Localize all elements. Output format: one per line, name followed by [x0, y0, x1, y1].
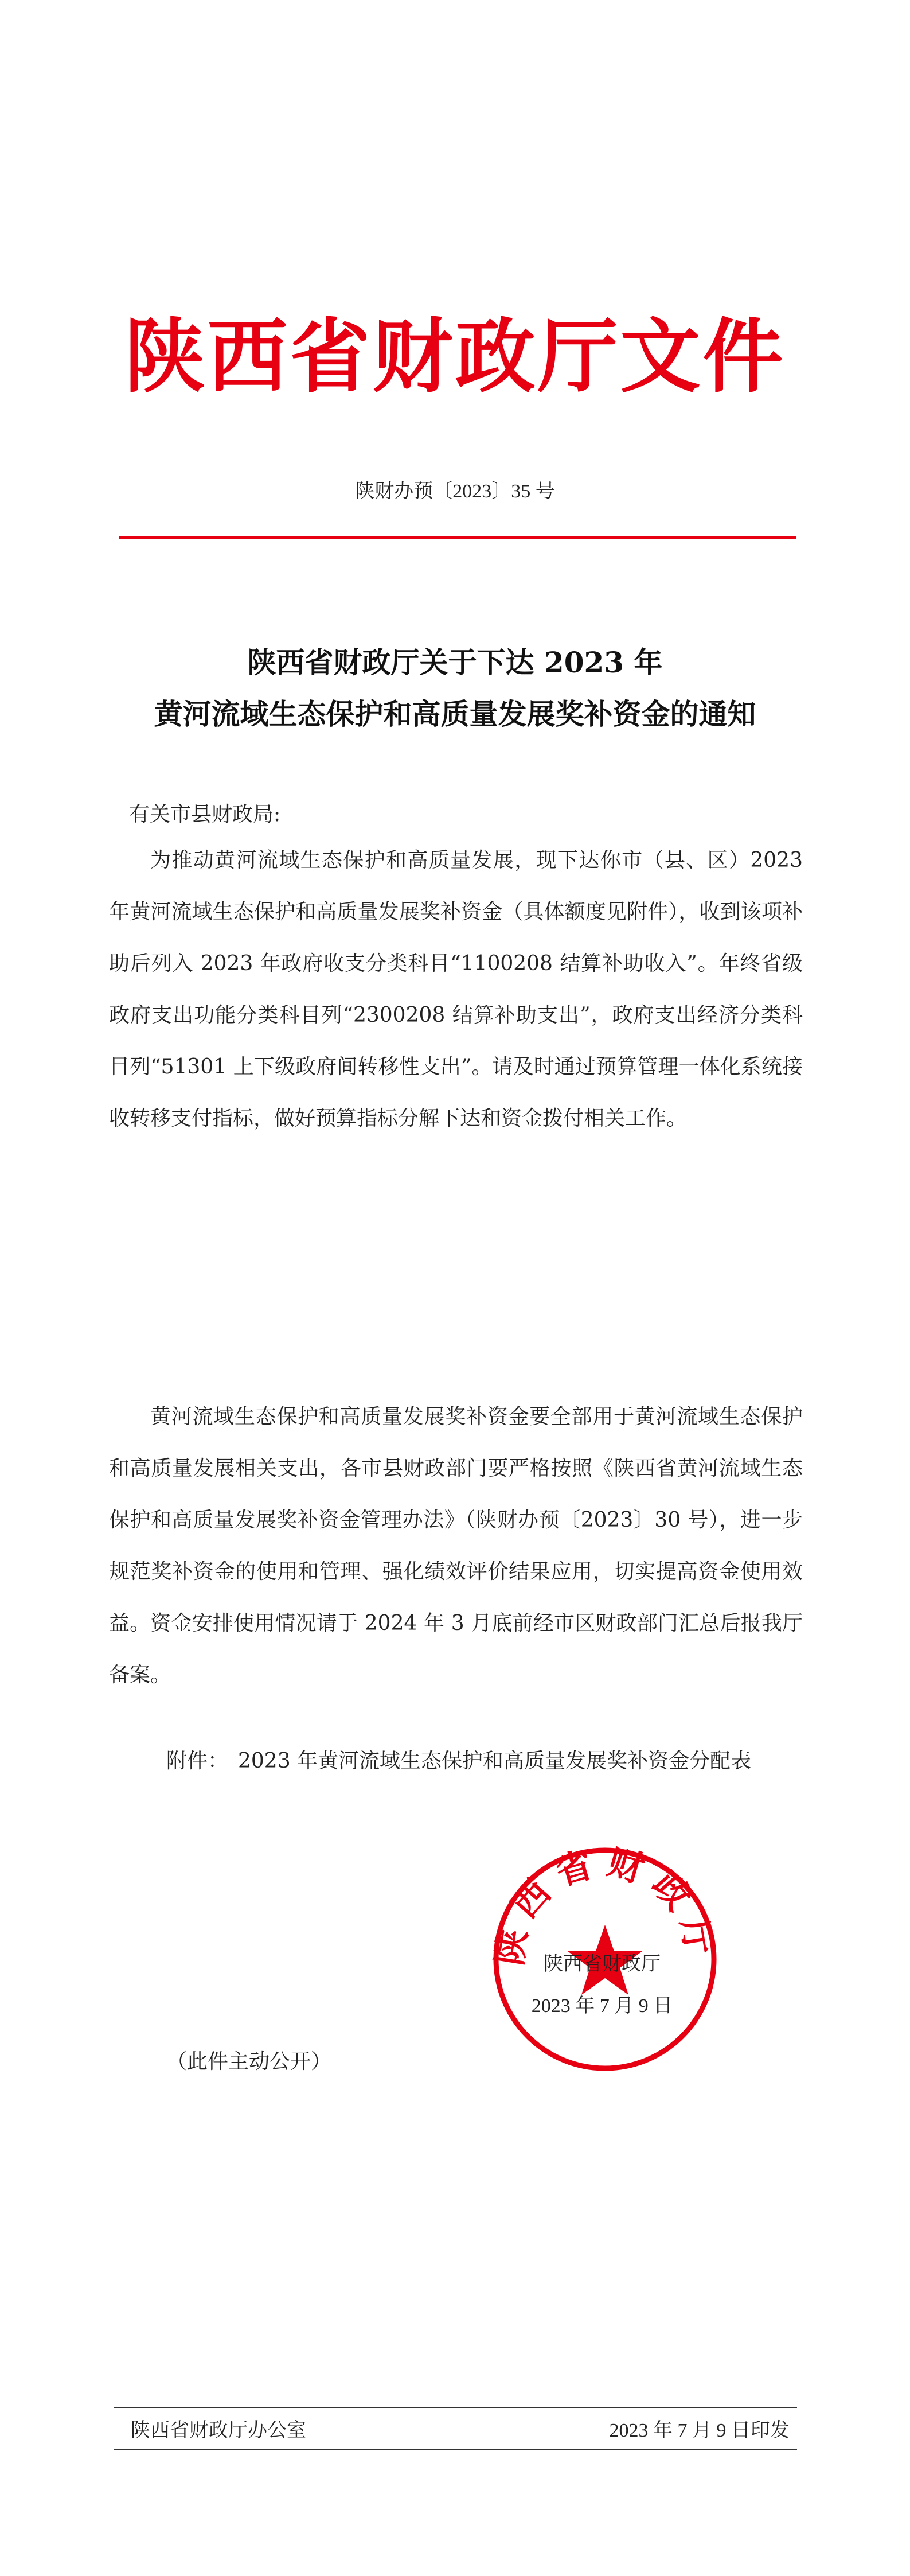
body-paragraph-1: 为推动黄河流域生态保护和高质量发展，现下达你市（县、区）2023 年黄河流域生态保护和高质量发展奖补资金（具体额度见附件），收到该项补助后列入 2023 年政府收支分类科目“1100208 结算补助收入”。年终省级政府支出功能分类科目列“2300208 结算补助支出”，政府支出经济分类科目列“51301 上下级政府间转移性支出”。请及时通过预算管理一体化系统接收转移支付指标，做好预算指标分解下达和资金拨付相关工作。	[109, 849, 803, 1130]
document-number: 陕财办预〔2023〕35 号	[355, 481, 555, 502]
svg-text:陕西省财政厅: 陕西省财政厅	[488, 1840, 722, 1968]
footer-print-date: 2023 年 7 月 9 日印发	[609, 2420, 790, 2441]
disclosure-note: （此件主动公开）	[166, 2050, 332, 2073]
notice-title-line-2: 黄河流域生态保护和高质量发展奖补资金的通知	[154, 697, 756, 731]
red-divider-line	[119, 536, 796, 539]
notice-title-line-1: 陕西省财政厅关于下达 2023 年	[247, 645, 663, 679]
body-paragraph-2: 黄河流域生态保护和高质量发展奖补资金要全部用于黄河流域生态保护和高质量发展相关支出，各市县财政部门要严格按照《陕西省黄河流域生态保护和高质量发展奖补资金管理办法》（陕财办预〔2023〕30 号），进一步规范奖补资金的使用和管理、强化绩效评价结果应用，切实提高资金使用效益。资金安排使用情况请于 2024 年 3 月底前经市区财政部门汇总后报我厅备案。	[109, 1405, 803, 1687]
signature-organization: 陕西省财政厅	[544, 1952, 661, 1975]
salutation: 有关市县财政局:	[129, 803, 281, 826]
signature-date: 2023 年 7 月 9 日	[531, 1995, 673, 2017]
footer-divider-bottom	[114, 2449, 797, 2450]
footer-divider-top	[114, 2407, 797, 2408]
document-header-title: 陕西省财政厅文件	[124, 310, 786, 404]
footer-issuer: 陕西省财政厅办公室	[131, 2419, 306, 2442]
attachment-label: 附件：	[166, 1749, 229, 1773]
notice-title	[0, 637, 910, 740]
attachment-text: 2023 年黄河流域生态保护和高质量发展奖补资金分配表	[238, 1749, 752, 1773]
